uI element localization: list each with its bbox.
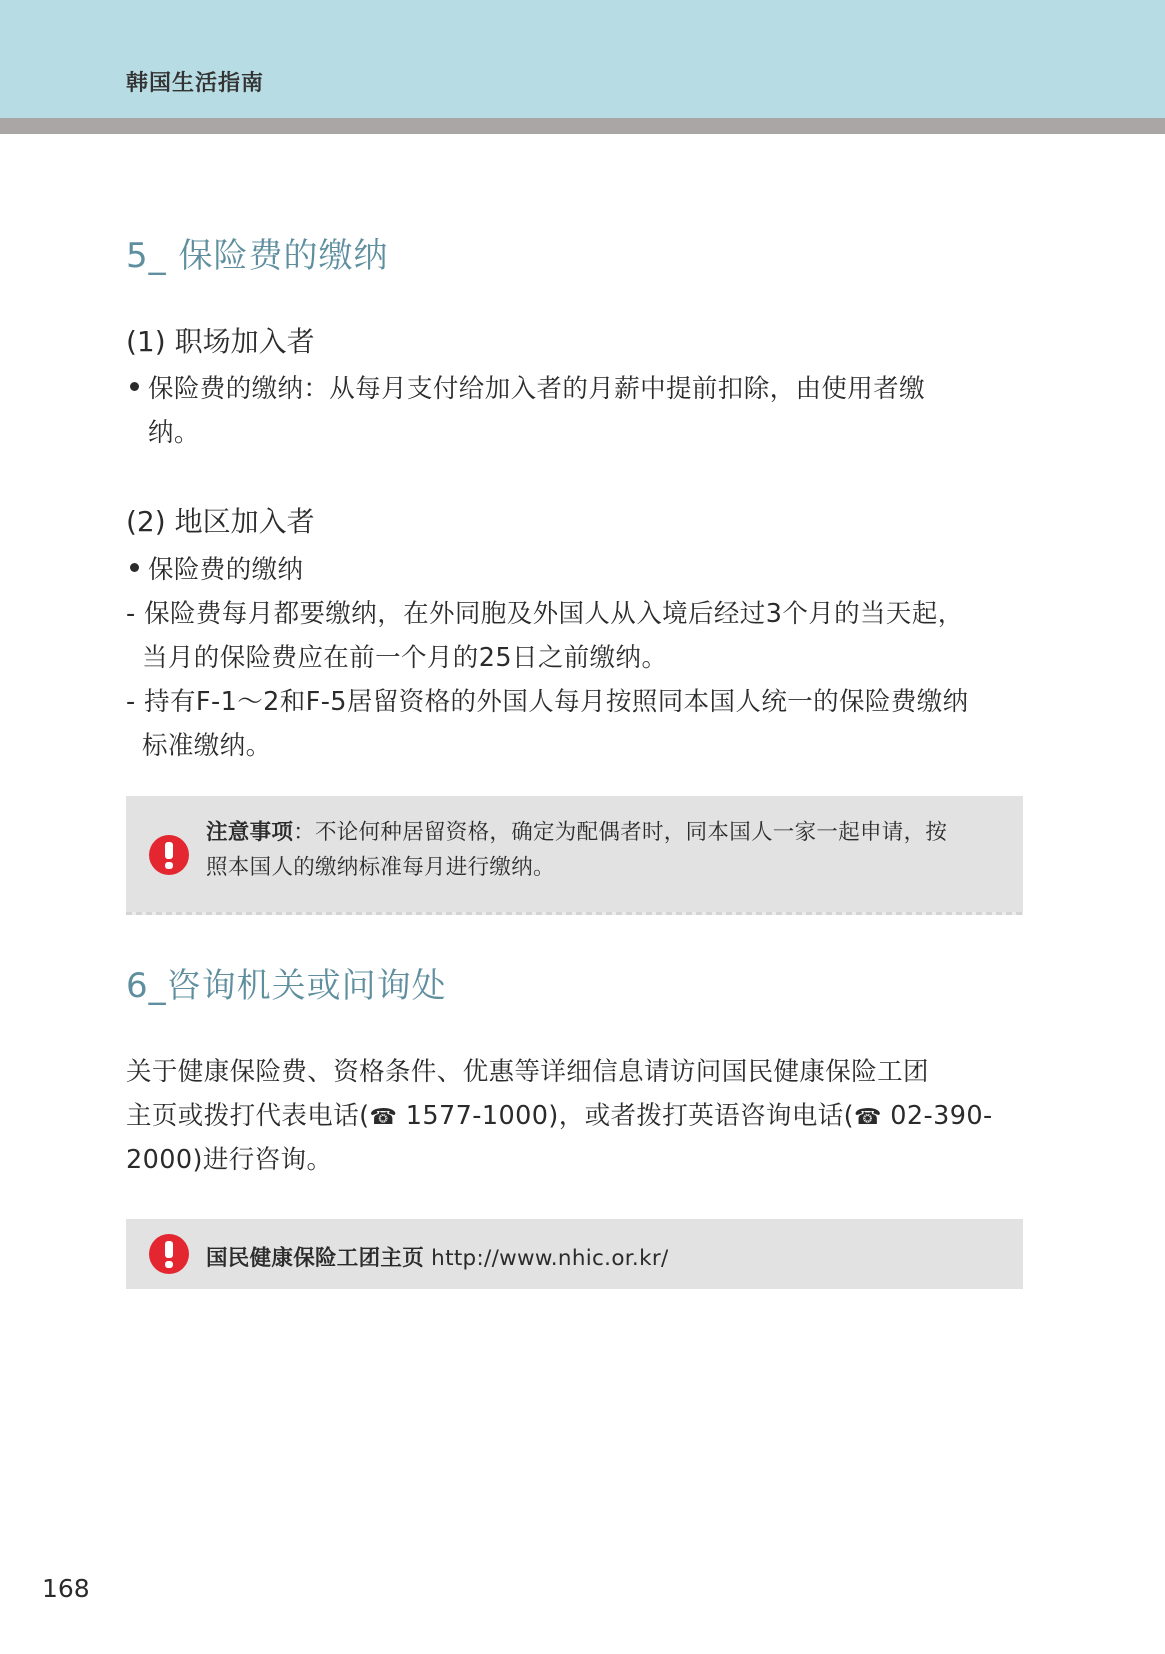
header-divider-strip bbox=[0, 118, 1165, 134]
bullet-dot bbox=[130, 382, 139, 391]
subsection-2-bullet: 保险费的缴纳 bbox=[148, 555, 304, 585]
homepage-url-link[interactable]: http://www.nhic.or.kr/ bbox=[431, 1246, 669, 1271]
contact-text-b: 1577-1000)，或者拨打英语咨询电话( bbox=[397, 1101, 854, 1131]
phone-icon: ☎ bbox=[853, 1105, 882, 1130]
subsection-2-dash-1-line-2: 当月的保险费应在前一个月的25日之前缴纳。 bbox=[142, 643, 668, 673]
contact-text-c: 02-390- bbox=[881, 1101, 993, 1131]
exclamation-icon bbox=[149, 835, 189, 875]
contact-paragraph-line-2 bbox=[126, 1096, 993, 1132]
running-head: 韩国生活指南 bbox=[126, 71, 265, 96]
notice-box bbox=[126, 796, 1023, 912]
homepage-label: 国民健康保险工团主页 bbox=[206, 1246, 425, 1271]
contact-paragraph-line-1: 关于健康保险费、资格条件、优惠等详细信息请访问国民健康保险工团 bbox=[126, 1057, 929, 1087]
bullet-dot bbox=[130, 563, 139, 572]
section-6-title: 6_咨询机关或问询处 bbox=[126, 966, 447, 1006]
notice-line-1 bbox=[206, 815, 947, 846]
subsection-2-dash-1-line-1: - 保险费每月都要缴纳，在外同胞及外国人从入境后经过3个月的当天起， bbox=[126, 599, 964, 629]
subsection-2-dash-2-line-1: - 持有F-1～2和F-5居留资格的外国人每月按照同本国人统一的保险费缴纳 bbox=[126, 687, 969, 717]
subsection-1-heading: (1) 职场加入者 bbox=[126, 325, 315, 358]
phone-icon: ☎ bbox=[369, 1105, 398, 1130]
notice-line-1-text: ：不论何种居留资格，确定为配偶者时，同本国人一家一起申请，按 bbox=[293, 820, 948, 845]
exclamation-icon bbox=[149, 1234, 189, 1274]
contact-paragraph-line-3: 2000)进行咨询。 bbox=[126, 1145, 333, 1175]
homepage-link-line bbox=[206, 1241, 669, 1272]
subsection-1-bullet-line-2: 纳。 bbox=[148, 418, 200, 448]
homepage-link-box bbox=[126, 1219, 1023, 1289]
subsection-2-heading: (2) 地区加入者 bbox=[126, 505, 315, 538]
notice-box-edge bbox=[126, 912, 1023, 915]
page-number: 168 bbox=[42, 1574, 90, 1603]
subsection-2-dash-2-line-2: 标准缴纳。 bbox=[142, 731, 272, 761]
notice-line-2: 照本国人的缴纳标准每月进行缴纳。 bbox=[206, 855, 555, 880]
section-5-title: 5_ 保险费的缴纳 bbox=[126, 236, 389, 276]
contact-text-a: 主页或拨打代表电话( bbox=[126, 1101, 370, 1131]
subsection-1-bullet-line-1: 保险费的缴纳：从每月支付给加入者的月薪中提前扣除，由使用者缴 bbox=[148, 374, 926, 404]
header-band bbox=[0, 0, 1165, 118]
notice-label: 注意事项 bbox=[206, 820, 294, 845]
